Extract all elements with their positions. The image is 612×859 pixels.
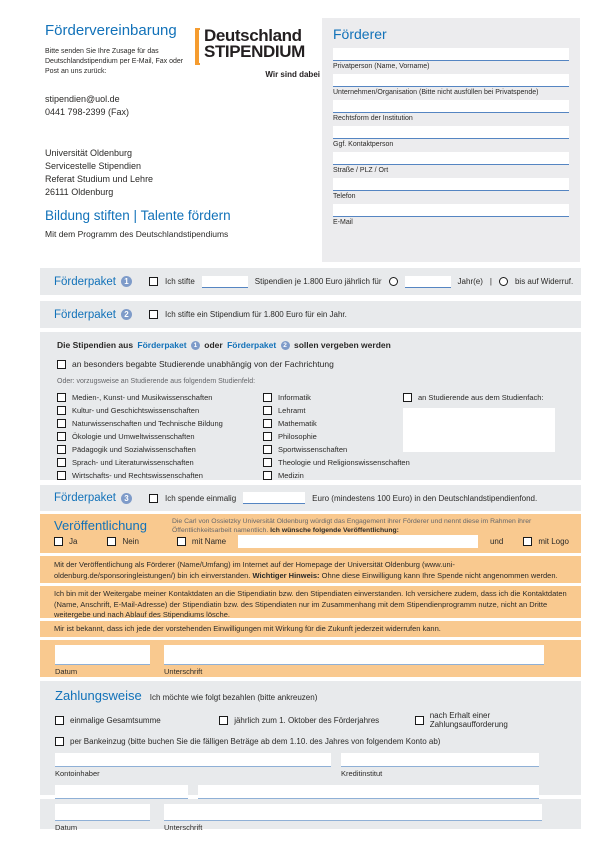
begabte-label: an besonders begabte Studierende unabhängig von der Fachrichtung xyxy=(72,359,334,369)
header-left-column xyxy=(45,22,195,199)
studienfeld-label: Informatik xyxy=(278,393,311,402)
number-1-badge-small: 1 xyxy=(191,341,200,350)
veroeffentlichung-section xyxy=(40,514,581,553)
foerderpaket2-ref: Förderpaket xyxy=(227,340,277,350)
deutschlandstipendium-logo xyxy=(195,28,320,79)
studienfeld-column1 xyxy=(57,391,223,482)
consent-p1-text: Mit der Veröffentlichung als Förderer (Name/Umfang) im Internet auf der Homepage der Universität Oldenburg (www.uni-oldenburg.de/sponsoringleistungen/) bin ich einverstanden. xyxy=(54,560,455,580)
veroeffentlichung-header xyxy=(54,518,569,535)
aufforderung-option xyxy=(415,711,567,729)
alloc-intro-line xyxy=(57,340,581,350)
zahlungsweise-intro: Ich möchte wie folgt bezahlen (bitte ankreuzen) xyxy=(149,693,318,702)
name-input[interactable] xyxy=(238,535,478,548)
studienfeld-option xyxy=(263,404,410,417)
consent-p1-hinweis: Wichtiger Hinweis: xyxy=(252,570,320,580)
logo-tagline: Wir sind dabei xyxy=(265,70,320,79)
foerderpaket3-section xyxy=(40,485,581,511)
kreditinstitut-input[interactable] xyxy=(341,753,539,767)
studienfeld-checkbox[interactable] xyxy=(263,432,272,441)
studienfach-checkbox[interactable] xyxy=(403,393,412,402)
studienfeld-option xyxy=(57,391,223,404)
studienfeld-option xyxy=(263,430,410,443)
studienfeld-checkbox[interactable] xyxy=(57,432,66,441)
studienfeld-option xyxy=(263,443,410,456)
field-label: Straße / PLZ / Ort xyxy=(333,167,389,174)
zahlungsweise-section xyxy=(40,681,581,795)
zahlungsweise-title: Zahlungsweise xyxy=(55,688,142,703)
foerderer-panel xyxy=(322,18,580,262)
field-kontaktperson xyxy=(333,126,569,149)
foerderpaket1-ref: Förderpaket xyxy=(137,340,187,350)
studienfeld-label: Sprach- und Literaturwissenschaften xyxy=(72,458,194,467)
fp1-jahre-input[interactable] xyxy=(405,276,451,288)
fp1-text4: bis auf Widerruf. xyxy=(514,277,574,286)
studienfeld-label: Kultur- und Geschichtswissenschaften xyxy=(72,406,200,415)
kreditinstitut-field xyxy=(341,753,539,778)
address-line: Universität Oldenburg xyxy=(45,148,133,158)
jaehrlich-checkbox[interactable] xyxy=(219,716,228,725)
datum-label: Datum xyxy=(55,667,78,676)
mit-name-checkbox[interactable] xyxy=(177,537,186,546)
datum-field xyxy=(55,804,150,832)
veroeff-intro-gray: Die Carl von Ossietzky Universität Oldenburg würdigt das Engagement ihrer Förderer und nennt diese im Rahmen ihrer Öffentlichkeitsarbeit namentlich. xyxy=(172,518,532,534)
veroeffentlichung-title: Veröffentlichung xyxy=(54,518,147,533)
veroeffentlichung-options xyxy=(54,535,569,548)
page-title: Fördervereinbarung xyxy=(45,22,177,39)
studienfeld-option xyxy=(263,417,410,430)
kontoinhaber-label: Kontoinhaber xyxy=(55,769,100,778)
studienfeld-label: Ökologie und Umweltwissenschaften xyxy=(72,432,195,441)
privatperson-input[interactable] xyxy=(333,48,569,61)
field-label: Privatperson (Name, Vorname) xyxy=(333,63,430,70)
address-line: 26111 Oldenburg xyxy=(45,187,114,197)
alloc-intro-post: sollen vergeben werden xyxy=(293,340,391,350)
mit-name-label: mit Name xyxy=(191,537,227,546)
foerderpaket3-title xyxy=(54,492,142,504)
bankeinzug-label: per Bankeinzug (bitte buchen Sie die fälligen Beträge ab dem 1.10. des Jahres von folgendem Konto ab) xyxy=(70,737,441,746)
number-2-badge-small: 2 xyxy=(281,341,290,350)
field-unternehmen xyxy=(333,74,569,97)
field-label: Telefon xyxy=(333,193,356,200)
studienfeld-checkbox[interactable] xyxy=(263,406,272,415)
studienfeld-checkbox[interactable] xyxy=(263,393,272,402)
field-label: Unternehmen/Organisation (Bitte nicht ausfüllen bei Privatspende) xyxy=(333,89,539,96)
logo-line1: Deutschland xyxy=(204,26,302,45)
rechtsform-input[interactable] xyxy=(333,100,569,113)
studienfeld-option xyxy=(57,430,223,443)
foerderer-title: Förderer xyxy=(333,26,387,42)
studienfach-option xyxy=(403,391,563,404)
field-rechtsform xyxy=(333,100,569,123)
alloc-any-option xyxy=(57,359,581,369)
foerderpaket1-title xyxy=(54,276,142,288)
swift-input[interactable] xyxy=(55,785,188,799)
consent-p1-rest: Ohne diese Einwilligung kann Ihre Spende nicht angenommen werden. xyxy=(321,570,558,580)
alloc-or-line: Oder: vorzugsweise an Studierende aus folgendem Studienfeld: xyxy=(57,378,256,385)
fp1-widerruf-radio[interactable] xyxy=(499,277,508,286)
studienfeld-label: Lehramt xyxy=(278,406,306,415)
studienfeld-label: Mathematik xyxy=(278,419,317,428)
consent-paragraph-widerruf: Mir ist bekannt, dass ich jede der vorstehenden Einwilligungen mit Wirkung für die Zukunft jederzeit widerrufen kann. xyxy=(40,621,581,637)
number-2-badge: 2 xyxy=(121,309,132,320)
fp2-checkbox[interactable] xyxy=(149,310,158,319)
mit-logo-checkbox[interactable] xyxy=(523,537,532,546)
veroeffentlichung-intro xyxy=(172,518,569,535)
ja-checkbox[interactable] xyxy=(54,537,63,546)
fp3-text2: Euro (mindestens 100 Euro) in den Deutschlandstipendienfond. xyxy=(312,493,538,503)
field-label: E-Mail xyxy=(333,219,353,226)
fp3-betrag-input[interactable] xyxy=(243,492,305,504)
strasse-input[interactable] xyxy=(333,152,569,165)
slogan-title: Bildung stiften | Talente fördern xyxy=(45,208,231,223)
unterschrift-field xyxy=(164,645,544,676)
foerderpaket1-section xyxy=(40,268,581,295)
studienfach-label: an Studierende aus dem Studienfach: xyxy=(418,393,544,402)
aufforderung-label: nach Erhalt einer Zahlungsaufforderung xyxy=(429,711,508,729)
gesamtsumme-label: einmalige Gesamtsumme xyxy=(70,715,161,725)
ja-label: Ja xyxy=(69,537,78,546)
datum-input[interactable] xyxy=(55,804,150,821)
studienfach-column xyxy=(403,391,563,452)
studienfeld-checkbox[interactable] xyxy=(57,458,66,467)
alloc-intro-mid: oder xyxy=(204,340,223,350)
studienfeld-label: Wirtschafts- und Rechtswissenschaften xyxy=(72,471,203,480)
jaehrlich-option xyxy=(219,716,414,725)
foerderpaket3-label: Förderpaket xyxy=(54,492,117,504)
studienfeld-checkbox[interactable] xyxy=(263,419,272,428)
studienfeld-checkbox[interactable] xyxy=(263,445,272,454)
studienfeld-label: Naturwissenschaften und Technische Bildung xyxy=(72,419,223,428)
fp1-text1: Ich stifte xyxy=(165,277,195,286)
und-label: und xyxy=(489,537,504,546)
studienfeld-option xyxy=(57,443,223,456)
gesamtsumme-checkbox[interactable] xyxy=(55,716,64,725)
field-label: Ggf. Kontaktperson xyxy=(333,141,394,148)
datum-field xyxy=(55,645,150,676)
veroeff-intro-bold: Ich wünsche folgende Veröffentlichung: xyxy=(270,526,399,534)
studienfeld-option xyxy=(263,469,410,482)
nein-checkbox[interactable] xyxy=(107,537,116,546)
fp1-jahre-radio[interactable] xyxy=(389,277,398,286)
number-3-badge: 3 xyxy=(121,493,132,504)
bank-fields-row1 xyxy=(55,753,567,778)
foerderpaket1-label: Förderpaket xyxy=(54,275,117,288)
studienfeld-option xyxy=(263,456,410,469)
studienfeld-checkbox[interactable] xyxy=(57,445,66,454)
kontaktperson-input[interactable] xyxy=(333,126,569,139)
field-email xyxy=(333,204,569,227)
fp1-text3: Jahr(e) xyxy=(457,277,483,286)
foerderpaket2-title xyxy=(54,309,142,321)
unternehmen-input[interactable] xyxy=(333,74,569,87)
fp3-checkbox[interactable] xyxy=(149,494,158,503)
fp3-text1: Ich spende einmalig xyxy=(165,493,237,503)
number-1-badge: 1 xyxy=(121,276,132,287)
alloc-intro-pre: Die Stipendien aus xyxy=(57,340,134,350)
studienfeld-option xyxy=(57,456,223,469)
mit-logo-label: mit Logo xyxy=(538,537,569,546)
bankeinzug-option xyxy=(55,737,567,746)
fp1-text2: Stipendien je 1.800 Euro jährlich für xyxy=(254,277,382,286)
studienfeld-label: Sportwissenschaften xyxy=(278,445,348,454)
studienfach-input[interactable] xyxy=(403,408,555,452)
address-line: Referat Studium und Lehre xyxy=(45,174,154,184)
stipendien-vergabe-section xyxy=(40,332,581,480)
fp1-separator: | xyxy=(489,277,492,286)
foerderpaket2-section xyxy=(40,301,581,328)
zahlungsweise-header xyxy=(55,688,567,703)
studienfeld-label: Medien-, Kunst- und Musikwissenschaften xyxy=(72,393,213,402)
studienfeld-label: Medizin xyxy=(278,471,304,480)
unterschrift-label: Unterschrift xyxy=(164,667,203,676)
kontoinhaber-field xyxy=(55,753,331,778)
slogan-subtitle: Mit dem Programm des Deutschlandstipendiums xyxy=(45,229,229,239)
studienfeld-checkbox[interactable] xyxy=(57,419,66,428)
studienfeld-label: Philosophie xyxy=(278,432,317,441)
studienfeld-option xyxy=(57,469,223,482)
foerderpaket2-label: Förderpaket xyxy=(54,308,117,321)
field-label: Rechtsform der Institution xyxy=(333,115,413,122)
zahlungsweise-options xyxy=(55,711,567,729)
contact-fax: 0441 798-2399 (Fax) xyxy=(45,107,130,117)
unterschrift-input[interactable] xyxy=(164,645,544,665)
contact-email: stipendien@uol.de xyxy=(45,94,120,104)
nein-label: Nein xyxy=(122,537,139,546)
consent-paragraph-internet xyxy=(40,556,581,583)
signature-block-payment xyxy=(40,799,581,832)
intro-text: Bitte senden Sie Ihre Zusage für das Deutschlandstipendium per E-Mail, Fax oder Post an uns zurück: xyxy=(45,48,184,75)
studienfeld-checkbox[interactable] xyxy=(263,471,272,480)
studienfeld-column2 xyxy=(263,391,410,482)
fp1-anzahl-input[interactable] xyxy=(202,276,248,288)
field-strasse xyxy=(333,152,569,175)
studienfeld-option xyxy=(57,404,223,417)
logo-line2: STIPENDIUM xyxy=(204,42,305,61)
kreditinstitut-label: Kreditinstitut xyxy=(341,769,383,778)
signature-block-consent xyxy=(40,640,581,677)
begabte-checkbox[interactable] xyxy=(57,360,66,369)
slogan-block xyxy=(45,208,325,239)
studienfeld-checkbox[interactable] xyxy=(263,458,272,467)
iban-input[interactable] xyxy=(198,785,539,799)
studienfeld-checkbox[interactable] xyxy=(57,471,66,480)
unterschrift-field xyxy=(164,804,542,832)
field-privatperson xyxy=(333,48,569,71)
fp1-checkbox[interactable] xyxy=(149,277,158,286)
studienfeld-option xyxy=(57,417,223,430)
kontoinhaber-input[interactable] xyxy=(55,753,331,767)
bankeinzug-checkbox[interactable] xyxy=(55,737,64,746)
studienfeld-label: Theologie und Religionswissenschaften xyxy=(278,458,410,467)
aufforderung-checkbox[interactable] xyxy=(415,716,424,725)
contact-block xyxy=(45,93,195,119)
logo-bracket-icon xyxy=(195,28,200,65)
studienfeld-checkbox[interactable] xyxy=(57,393,66,402)
consent-paragraph-kontaktdaten: Ich bin mit der Weitergabe meiner Kontaktdaten an die Stipendiatin bzw. den Stipendiaten einverstanden. Ich versichere zudem, dass ich die Kontaktdaten (Name, Anschrift, E-Mail-Adresse) der Stipendiatin bzw. des Stipendiaten nur im Zusammenhang mit dem Stipendienprogramm nutze, nicht an Dritte weitergebe und nach Ablauf des Stipendiums lösche. xyxy=(40,586,581,618)
fp2-text: Ich stifte ein Stipendium für 1.800 Euro für ein Jahr. xyxy=(165,310,347,319)
telefon-input[interactable] xyxy=(333,178,569,191)
studienfeld-label: Pädagogik und Sozialwissenschaften xyxy=(72,445,196,454)
studienfeld-option xyxy=(263,391,410,404)
email-input[interactable] xyxy=(333,204,569,217)
studienfeld-checkbox[interactable] xyxy=(57,406,66,415)
unterschrift-input[interactable] xyxy=(164,804,542,821)
datum-label: Datum xyxy=(55,823,78,832)
address-line: Servicestelle Stipendien xyxy=(45,161,142,171)
address-block xyxy=(45,147,195,199)
field-telefon xyxy=(333,178,569,201)
jaehrlich-label: jährlich zum 1. Oktober des Förderjahres xyxy=(234,715,380,725)
gesamtsumme-option xyxy=(55,716,219,725)
datum-input[interactable] xyxy=(55,645,150,665)
unterschrift-label: Unterschrift xyxy=(164,823,203,832)
